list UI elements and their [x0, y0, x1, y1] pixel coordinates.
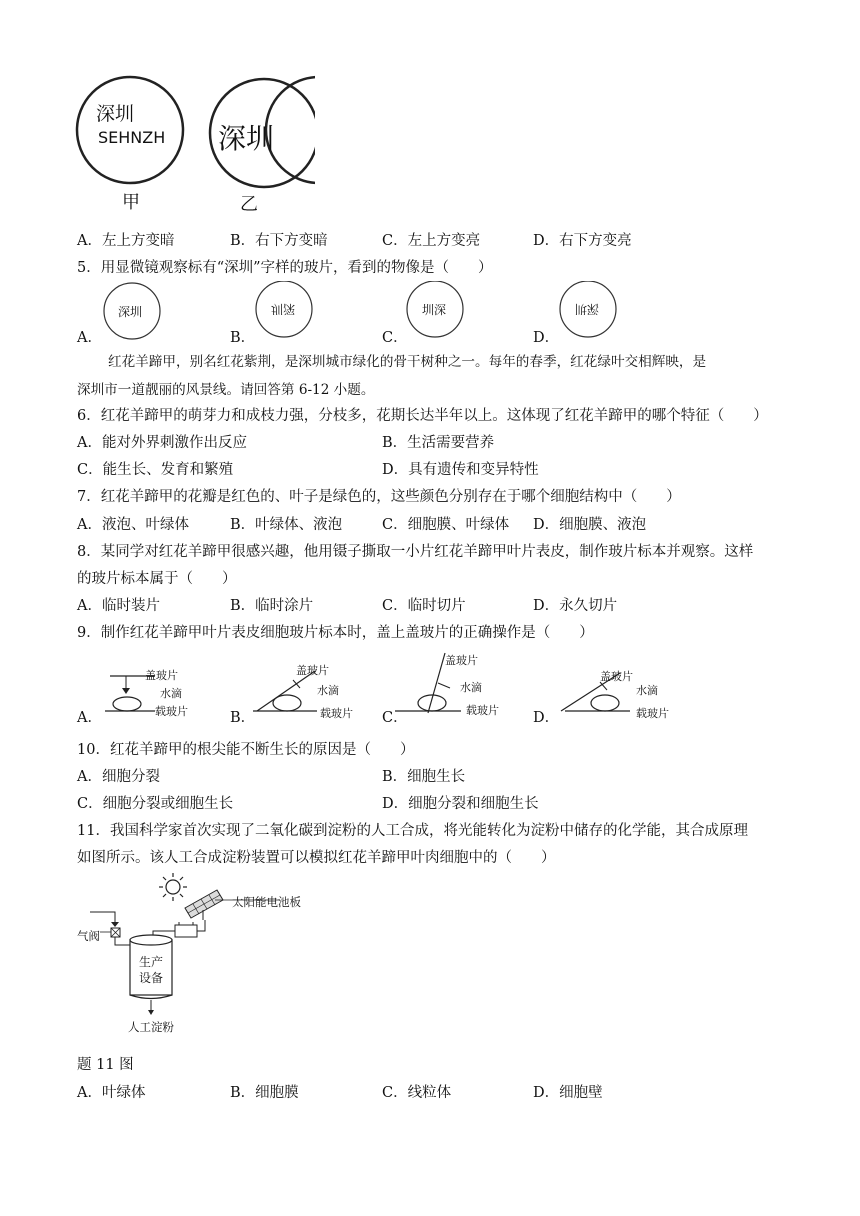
- q9-option-a-letter: A．: [77, 710, 102, 726]
- q11-output-label: 人工淀粉: [128, 1020, 174, 1034]
- q11-figure-caption: 题 11 图: [77, 1057, 134, 1073]
- q9-a-slide-label: 载玻片: [155, 705, 188, 718]
- q5-option-circles: [100, 281, 620, 343]
- q6-stem: 6．红花羊蹄甲的萌芽力和成枝力强，分枝多，花期长达半年以上。这体现了红花羊蹄甲的哪个特征（ ）: [77, 408, 768, 424]
- q11-solar-panel-label: 太阳能电池板: [232, 895, 301, 909]
- q6-option-d: D．具有遗传和变异特性: [382, 462, 539, 478]
- q9-b-cover-label: 盖玻片: [296, 664, 329, 677]
- q11-option-c: C．线粒体: [382, 1085, 452, 1101]
- q5-circle-a-text: 深圳: [118, 305, 143, 319]
- q7-option-b: B．叶绿体、液泡: [230, 517, 343, 533]
- q8-option-b: B．临时涂片: [230, 598, 314, 614]
- q5-option-c-letter: C．: [382, 330, 408, 346]
- q6-option-b: B．生活需要营养: [382, 435, 495, 451]
- intro-line1: 红花羊蹄甲，别名红花紫荆，是深圳城市绿化的骨干树种之一。每年的春季，红花绿叶交相辉映，是: [108, 354, 707, 370]
- q9-stem: 9．制作红花羊蹄甲叶片表皮细胞玻片标本时，盖上盖玻片的正确操作是（ ）: [77, 625, 594, 641]
- q10-option-b: B．细胞生长: [382, 769, 466, 785]
- q7-option-c: C．细胞膜、叶绿体: [382, 517, 510, 533]
- q9-a-water-label: 水滴: [160, 687, 182, 700]
- q9-b-slide-label: 载玻片: [320, 707, 353, 720]
- q4-option-b: B．右下方变暗: [230, 233, 328, 249]
- q9-option-c-letter: C．: [382, 710, 408, 726]
- intro-line2: 深圳市一道靓丽的风景线。请回答第 6-12 小题。: [77, 382, 375, 398]
- q5-option-b-letter: B．: [230, 330, 256, 346]
- q10-option-a: A．细胞分裂: [77, 769, 160, 785]
- q11-option-b: B．细胞膜: [230, 1085, 299, 1101]
- q5-circle-b-text: 圳深: [271, 302, 296, 316]
- q5-option-d-letter: D．: [533, 330, 560, 346]
- q9-d-water-label: 水滴: [636, 684, 658, 697]
- q4-circle-a-line1: 深圳: [96, 103, 135, 125]
- q9-option-b-letter: B．: [230, 710, 256, 726]
- q9-c-cover-label: 盖玻片: [445, 654, 478, 667]
- q10-stem: 10．红花羊蹄甲的根尖能不断生长的原因是（ ）: [77, 742, 415, 758]
- q9-c-water-label: 水滴: [460, 681, 482, 694]
- q7-stem: 7．红花羊蹄甲的花瓣是红色的、叶子是绿色的，这些颜色分别存在于哪个细胞结构中（ ）: [77, 489, 681, 505]
- q9-b-water-label: 水滴: [317, 684, 339, 697]
- q7-option-a: A．液泡、叶绿体: [77, 517, 189, 533]
- q5-option-a-letter: A．: [77, 330, 102, 346]
- q8-stem-line1: 8．某同学对红花羊蹄甲很感兴趣，他用镊子撕取一小片红花羊蹄甲叶片表皮，制作玻片标本并观察。这样: [77, 544, 754, 560]
- q6-option-a: A．能对外界刺激作出反应: [77, 435, 247, 451]
- q11-device-label-line2: 设备: [139, 971, 164, 985]
- q11-stem-line2: 如图所示。该人工合成淀粉装置可以模拟红花羊蹄甲叶肉细胞中的（ ）: [77, 850, 556, 866]
- sun-icon: [159, 873, 187, 901]
- q11-option-d: D．细胞壁: [533, 1085, 603, 1101]
- q4-option-c: C．左上方变亮: [382, 233, 481, 249]
- q9-a-cover-label: 盖玻片: [145, 669, 178, 682]
- q5-stem: 5．用显微镜观察标有“深圳”字样的玻片，看到的物像是（ ）: [77, 260, 493, 276]
- q4-option-d: D．右下方变亮: [533, 233, 632, 249]
- q9-option-d-letter: D．: [533, 710, 560, 726]
- q9-c-slide-label: 载玻片: [466, 704, 499, 717]
- q11-option-a: A．叶绿体: [77, 1085, 146, 1101]
- q11-valve-label: 气阀: [77, 929, 100, 943]
- q6-option-c: C．能生长、发育和繁殖: [77, 462, 234, 478]
- q11-stem-line1: 11．我国科学家首次实现了二氧化碳到淀粉的人工合成，将光能转化为淀粉中储存的化学能，其合成原理: [77, 823, 748, 839]
- q9-d-slide-label: 载玻片: [636, 707, 669, 720]
- q8-option-a: A．临时装片: [77, 598, 160, 614]
- q8-stem-line2: 的玻片标本属于（ ）: [77, 571, 237, 587]
- q5-circle-d-text: 深圳: [575, 302, 600, 316]
- q7-option-d: D．细胞膜、液泡: [533, 517, 647, 533]
- q8-option-c: C．临时切片: [382, 598, 466, 614]
- q4-option-a: A．左上方变暗: [77, 233, 175, 249]
- q11-device-label-line1: 生产: [139, 955, 164, 969]
- q4-circle-a-line2: SEHNZH: [98, 128, 166, 147]
- q4-circle-b-text: 深圳: [218, 122, 275, 155]
- q5-circle-c-text: 圳深: [422, 303, 447, 317]
- q4-label-b: 乙: [240, 194, 258, 215]
- q4-label-a: 甲: [122, 192, 140, 213]
- q10-option-c: C．细胞分裂或细胞生长: [77, 796, 234, 812]
- q9-d-cover-label: 盖玻片: [600, 670, 633, 683]
- q8-option-d: D．永久切片: [533, 598, 618, 614]
- q10-option-d: D．细胞分裂和细胞生长: [382, 796, 539, 812]
